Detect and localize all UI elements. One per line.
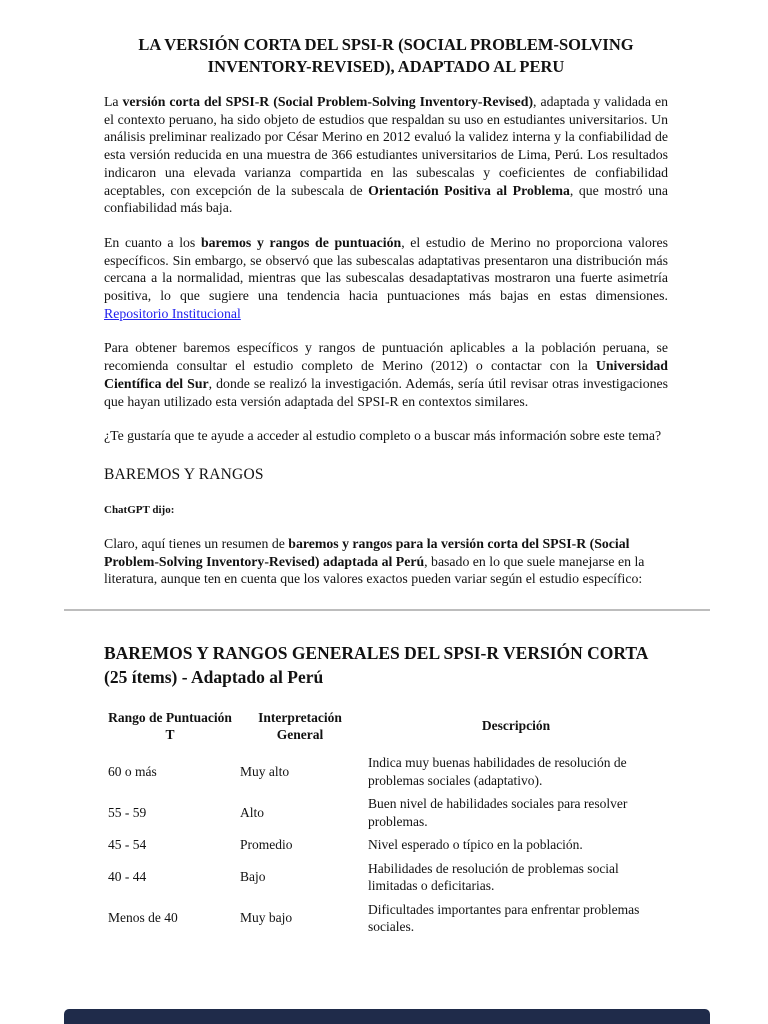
page-title-line2: INVENTORY-REVISED), ADAPTADO AL PERU bbox=[207, 57, 565, 76]
cell-range: 45 - 54 bbox=[108, 837, 147, 853]
bold-text-run: versión corta del SPSI-R (Social Problem-Solving Inventory-Revised) bbox=[122, 94, 534, 109]
section-divider bbox=[64, 609, 710, 611]
cell-description: Indica muy buenas habilidades de resolución de problemas sociales (adaptativo). bbox=[368, 755, 627, 788]
header-interpretacion: Interpretación General bbox=[258, 710, 342, 742]
cell-description: Buen nivel de habilidades sociales para resolver problemas. bbox=[368, 796, 628, 829]
page-title-line1: LA VERSIÓN CORTA DEL SPSI-R (SOCIAL PROBLEM-SOLVING bbox=[138, 35, 634, 54]
cell-interpretation: Alto bbox=[240, 804, 265, 820]
text-run: ¿Te gustaría que te ayude a acceder al estudio completo o a buscar más información sobre este tema? bbox=[104, 428, 662, 444]
paragraph-recomendacion bbox=[104, 339, 668, 410]
text-column-lower bbox=[64, 641, 710, 939]
text-run: , donde se realizó la investigación. Además, sería útil revisar otras investigaciones que hayan utilizado esta versión adaptada del SPSI-R en contextos similares. bbox=[104, 375, 668, 409]
table-row bbox=[104, 792, 668, 833]
user-heading: BAREMOS Y RANGOS bbox=[104, 465, 264, 483]
table-row bbox=[104, 857, 668, 898]
table-header-row bbox=[104, 708, 668, 751]
table-row bbox=[104, 898, 668, 939]
text-run: La bbox=[104, 94, 123, 109]
bold-text-run: baremos y rangos para la versión corta del SPSI-R (Social Problem-Solving Inventory-Revised) adaptada al Perú bbox=[104, 535, 630, 569]
cell-interpretation: Muy bajo bbox=[240, 910, 293, 926]
cell-range: 60 o más bbox=[108, 763, 157, 779]
cell-range: 55 - 59 bbox=[108, 804, 147, 820]
header-rango: Rango de Puntuación T bbox=[108, 710, 232, 742]
text-run: En cuanto a los bbox=[104, 234, 201, 250]
cell-range: 40 - 44 bbox=[108, 869, 147, 885]
text-run: , que mostró una confiabilidad más baja. bbox=[104, 182, 669, 216]
table-row bbox=[104, 833, 668, 857]
cell-description: Nivel esperado o típico en la población. bbox=[368, 837, 583, 853]
page-title bbox=[104, 34, 668, 78]
text-run: , el estudio de Merino no proporciona valores específicos. Sin embargo, se observó que las subescalas adaptativas presentaron una distribución más cercana a la normalidad, mientras que las subescalas desadaptativas mostraron una fuerte asimetría positiva, lo que sugiere una tendencia hacia puntuaciones más bajas en estas dimensiones. bbox=[104, 234, 669, 304]
section-heading: BAREMOS Y RANGOS GENERALES DEL SPSI-R VERSIÓN CORTA (25 ítems) - Adaptado al Perú bbox=[104, 643, 648, 688]
bold-text-run: Universidad Científica del Sur bbox=[104, 358, 668, 391]
cell-range: Menos de 40 bbox=[108, 910, 178, 926]
paragraph-question bbox=[104, 427, 668, 445]
paragraph-baremos bbox=[104, 234, 668, 323]
bold-text-run: baremos y rangos de puntuación bbox=[200, 234, 402, 250]
cell-description: Habilidades de resolución de problemas social limitadas o deficitarias. bbox=[368, 860, 619, 894]
chatgpt-said-label: ChatGPT dijo: bbox=[104, 503, 175, 516]
baremos-table bbox=[104, 708, 668, 939]
text-run: , adaptada y validada en el contexto peruano, ha sido objeto de estudios que respaldan su uso en estudiantes universitarios. Un análisis preliminar realizado por César Merino en 2012 evaluó la validez interna y la confiabilidad de esta versión reducida en una muestra de 366 estudiantes universitarios de Lima, Perú. Los resultados indicaron una elevada varianza compartida en las subescalas y coeficientes de confiabilidad aceptables, con excepción de la subescala de bbox=[104, 94, 668, 198]
text-run: Claro, aquí tienes un resumen de bbox=[104, 535, 289, 551]
next-page-element-bar bbox=[64, 1009, 710, 1024]
repositorio-institucional-link[interactable]: Repositorio Institucional bbox=[104, 305, 241, 321]
cell-description: Dificultades importantes para enfrentar problemas sociales. bbox=[368, 901, 640, 935]
cell-interpretation: Promedio bbox=[240, 837, 293, 853]
header-descripcion: Descripción bbox=[481, 718, 551, 734]
cell-interpretation: Muy alto bbox=[240, 763, 290, 779]
paragraph-resumen bbox=[104, 535, 668, 588]
cell-interpretation: Bajo bbox=[240, 869, 266, 885]
text-run: Para obtener baremos específicos y rangos de puntuación aplicables a la población peruana, se recomienda consultar el estudio completo de Merino (2012) o contactar con la bbox=[104, 340, 668, 374]
table-row bbox=[104, 751, 668, 792]
bold-text-run: Orientación Positiva al Problema bbox=[368, 182, 570, 198]
text-run: , basado en lo que suele manejarse en la literatura, aunque ten en cuenta que los valores exactos pueden variar según el estudio específico: bbox=[104, 553, 645, 587]
paragraph-intro bbox=[104, 93, 668, 217]
text-column bbox=[64, 34, 710, 588]
